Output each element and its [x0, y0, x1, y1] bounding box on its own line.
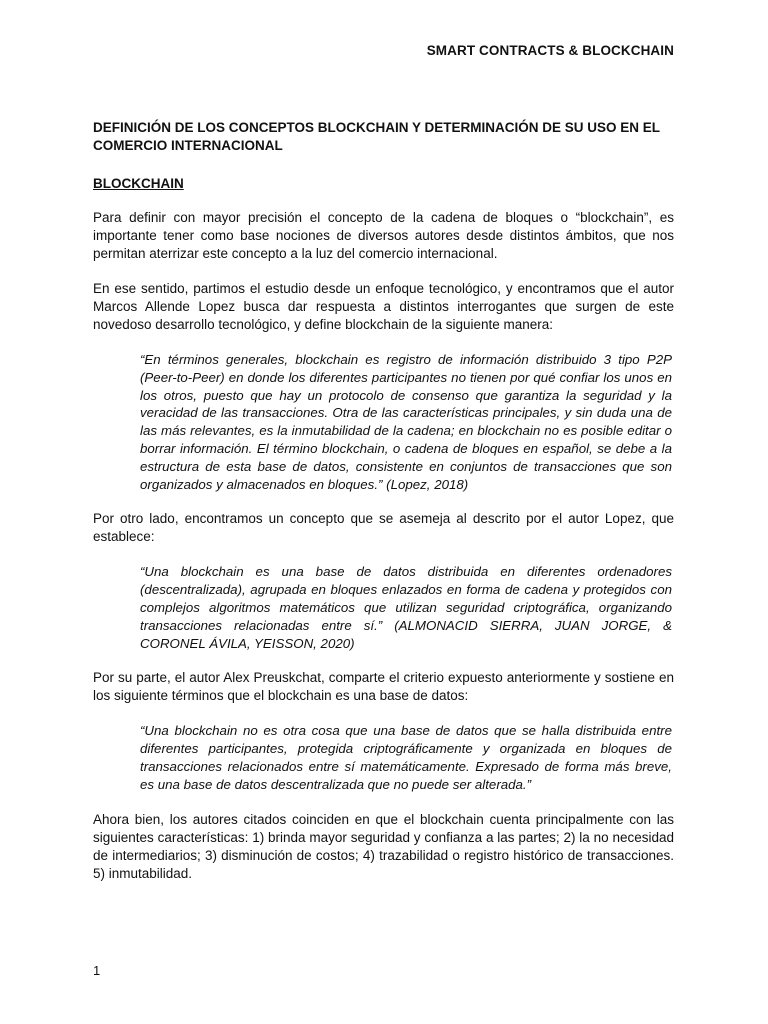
paragraph-intro: Para definir con mayor precisión el concepto de la cadena de bloques o “blockchain”, es importante tener como base nociones de diversos autores desde distintos ámbitos, que nos permitan aterrizar este concepto a la luz del comercio internacional. — [93, 210, 674, 261]
quote-almonacid-coronel: “Una blockchain es una base de datos distribuida en diferentes ordenadores (descentralizada), agrupada en bloques enlazados en forma de cadena y protegidos con complejos algoritmos matemáticos que utilizan seguridad criptográfica, organizando transacciones relacionadas entre sí.” (ALMONACID SIERRA, JUAN JORGE, & CORONEL ÁVILA, YEISSON, 2020) — [140, 564, 672, 651]
running-header: SMART CONTRACTS & BLOCKCHAIN — [426, 43, 674, 58]
section-heading-blockchain: BLOCKCHAIN — [93, 176, 184, 191]
page-number: 1 — [93, 963, 101, 978]
quote-preuskchat: “Una blockchain no es otra cosa que una base de datos que se halla distribuida entre diferentes participantes, protegida criptográficamente y organizada en bloques de transacciones relacionados entre sí matemáticamente. Expresado de forma más breve, es una base de datos descentralizada que no puede ser alterada.” — [140, 723, 672, 792]
document-title: DEFINICIÓN DE LOS CONCEPTOS BLOCKCHAIN Y DETERMINACIÓN DE SU USO EN EL COMERCIO INTERNACIONAL — [93, 120, 660, 153]
paragraph-technological-approach: En ese sentido, partimos el estudio desde un enfoque tecnológico, y encontramos que el autor Marcos Allende Lopez busca dar respuesta a distintos interrogantes que surgen de este novedoso desarrollo tecnológico, y define blockchain de la siguiente manera: — [93, 281, 674, 332]
paragraph-preuskchat: Por su parte, el autor Alex Preuskchat, comparte el criterio expuesto anteriormente y sostiene en los siguiente términos que el blockchain es una base de datos: — [93, 670, 674, 704]
document-body — [93, 119, 674, 900]
quote-lopez: “En términos generales, blockchain es registro de información distribuido 3 tipo P2P (Peer-to-Peer) en donde los diferentes participantes no tienen por qué confiar los unos en los otros, puesto que hay un protocolo de consenso que garantiza la seguridad y la veracidad de las transacciones. Otra de las características principales, y sin duda una de las más relevantes, es la inmutabilidad de la cadena; en blockchain no es posible editar o borrar información. El término blockchain, o cadena de bloques en español, se debe a la estructura de esta base de datos, consistente en conjuntos de transacciones que son organizados y almacenados en bloques.” (Lopez, 2018) — [140, 352, 672, 492]
paragraph-characteristics: Ahora bien, los autores citados coinciden en que el blockchain cuenta principalmente con las siguientes características: 1) brinda mayor seguridad y confianza a las partes; 2) la no necesidad de intermediarios; 3) disminución de costos; 4) trazabilidad o registro histórico de transacciones. 5) inmutabilidad. — [93, 811, 674, 881]
paragraph-other-concept: Por otro lado, encontramos un concepto que se asemeja al descrito por el autor Lopez, que establece: — [93, 511, 674, 545]
